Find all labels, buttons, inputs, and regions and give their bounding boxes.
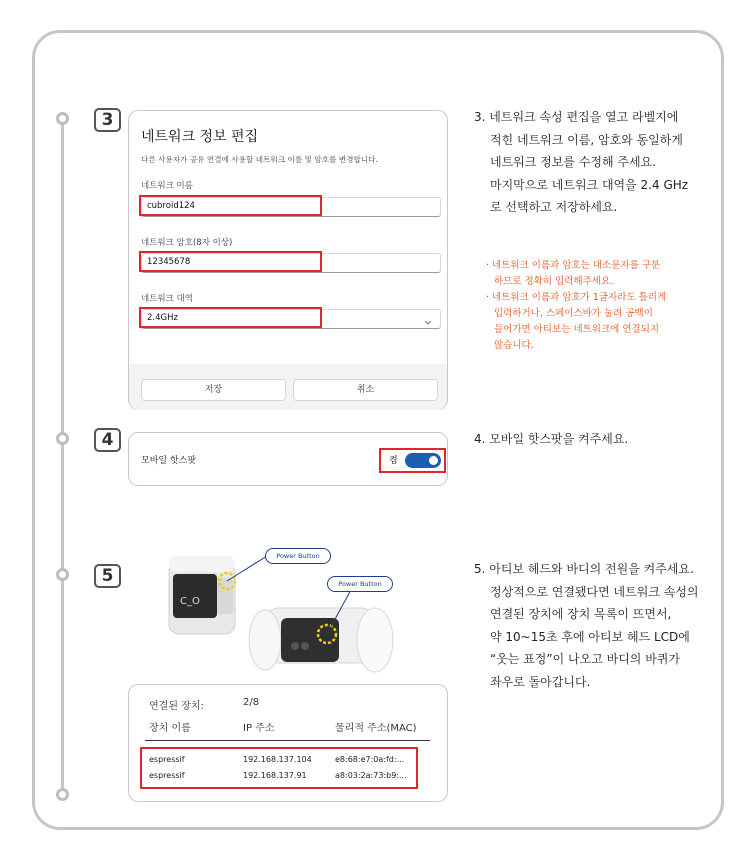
network-band-label: 네트워크 대역 [141, 294, 193, 304]
table-row-1-mac: e8:68:e7:0a:fd:... [335, 755, 405, 764]
timeline-dot-5 [56, 568, 69, 581]
step4-instruction: 4. 모바일 핫스팟을 켜주세요. [474, 432, 629, 446]
step5-instructions [474, 558, 724, 693]
hotspot-label: 모바일 핫스팟 [141, 456, 197, 466]
robot-drawing [155, 548, 415, 678]
power-button-callout-head: Power Button [265, 548, 331, 564]
table-row-1-name: espressif [149, 755, 185, 764]
step-number-5: 5 [94, 564, 121, 588]
robot-face: C_O [180, 596, 200, 607]
table-row-2-name: espressif [149, 771, 185, 780]
step5-line-3: 연결된 장치에 장치 목록이 뜨면서, [490, 607, 672, 621]
step3-line-2: 적힌 네트워크 이름, 암호와 동일하게 [490, 132, 683, 147]
step3-line-3: 네트워크 정보를 수정해 주세요. [490, 155, 656, 169]
table-row-2-mac: a8:03:2a:73:b9:... [335, 771, 407, 780]
connected-devices-label: 연결된 장치: [149, 701, 204, 712]
highlight-hotspot-toggle [379, 448, 446, 473]
highlight-network-name [139, 195, 322, 216]
table-row-1-ip: 192.168.137.104 [243, 755, 312, 764]
step5-line-6: 좌우로 돌아갑니다. [490, 674, 591, 689]
chevron-down-icon [423, 312, 433, 331]
hotspot-state-label: 켬 [389, 456, 398, 466]
highlight-network-band [139, 307, 322, 328]
step3-line-1: 3. 네트워크 속성 편집을 열고 라벨지에 [474, 110, 679, 124]
timeline-dot-4 [56, 432, 69, 445]
note-line-6: 않습니다. [494, 340, 534, 351]
power-button-callout-body: Power Button [327, 576, 393, 592]
save-button[interactable]: 저장 [141, 379, 286, 401]
step3-line-5: 로 선택하고 저장하세요. [490, 200, 618, 214]
dialog-description: 다른 사용자가 공유 연결에 사용할 네트워크 이름 및 암호를 변경합니다. [141, 155, 378, 164]
step5-line-2: 정상적으로 연결됐다면 네트워크 속성의 [490, 584, 699, 599]
step-number-4: 4 [94, 428, 121, 452]
step5-line-5: “웃는 표정”이 나오고 바디의 바퀴가 [490, 652, 680, 666]
step5-line-4: 약 10~15초 후에 아티보 헤드 LCD에 [490, 629, 690, 644]
table-header-divider [145, 740, 430, 741]
network-band-value: 2.4GHz [147, 313, 178, 323]
timeline-line [61, 118, 64, 794]
note-line-5: 들어가면 아티보는 네트워크에 연결되지 [494, 324, 660, 335]
robot-illustration [155, 548, 415, 678]
dialog-title: 네트워크 정보 편집 [141, 129, 259, 145]
note-line-2: 하므로 정확히 입력해주세요. [494, 276, 614, 287]
step5-line-1: 5. 아티보 헤드와 바디의 전원을 켜주세요. [474, 562, 694, 576]
network-password-label: 네트워크 암호(8자 이상) [141, 238, 233, 248]
note-line-1: · 네트워크 이름과 암호는 대소문자를 구분 [486, 260, 661, 271]
column-mac-address: 물리적 주소(MAC) [335, 723, 417, 734]
step3-line-4: 마지막으로 네트워크 대역을 2.4 GHz [490, 177, 689, 192]
highlight-device-rows [140, 747, 418, 789]
note-line-4: 입력하거나, 스페이스바가 눌려 공백이 [494, 308, 653, 319]
highlight-network-password [139, 251, 322, 272]
column-device-name: 장치 이름 [149, 723, 191, 734]
network-name-label: 네트워크 이름 [141, 181, 193, 191]
timeline-dot-end [56, 788, 69, 801]
timeline-dot-3 [56, 112, 69, 125]
step-number-3: 3 [94, 108, 121, 132]
connected-devices-count: 2/8 [243, 697, 260, 708]
cancel-button[interactable]: 취소 [293, 379, 438, 401]
step3-notes [486, 258, 726, 354]
network-name-value: cubroid124 [147, 201, 195, 211]
table-row-2-ip: 192.168.137.91 [243, 771, 307, 780]
step3-instructions [474, 106, 724, 219]
network-password-value: 12345678 [147, 257, 191, 267]
column-ip-address: IP 주소 [243, 723, 275, 734]
note-line-3: · 네트워크 이름과 암호가 1글자라도 틀리게 [486, 292, 667, 303]
